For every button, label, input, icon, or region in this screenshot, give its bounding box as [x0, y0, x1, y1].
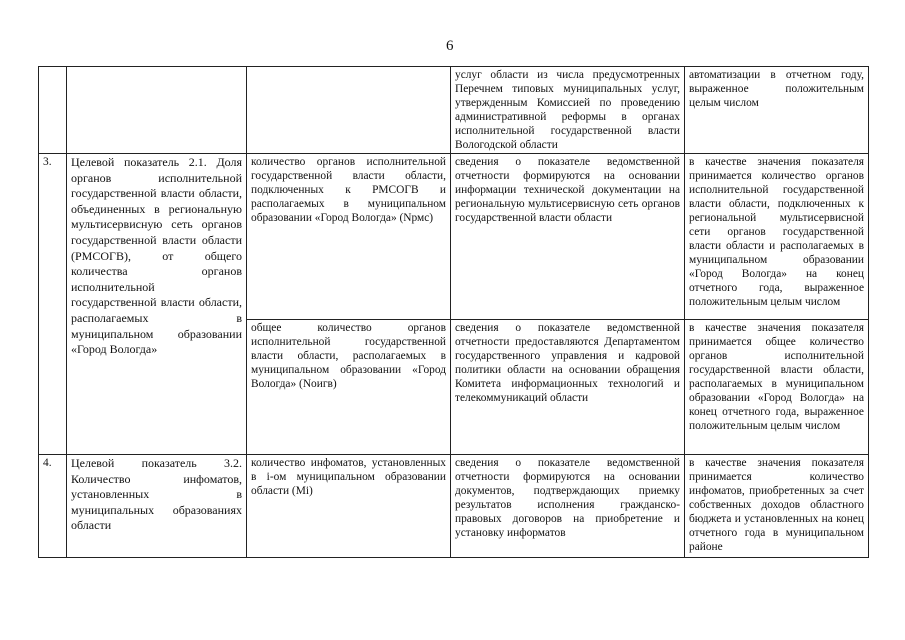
- method-cell: автоматизации в отчетном году, выраженное положительным целым числом: [685, 67, 869, 154]
- indicator-cell: количество органов исполнительной государственной власти области, подключенных к РМСОГВ и располагаемых в муниципальном образовании «Город Вологда» (Nрмс): [247, 154, 451, 320]
- row-number: 3.: [39, 154, 67, 455]
- source-cell: услуг области из числа предусмотренных Перечнем типовых муниципальных услуг, утвержденным Комиссией по проведению административной реформы в органах исполнительной государственной власти Вологодской области: [451, 67, 685, 154]
- table-row: [39, 455, 869, 558]
- source-cell: сведения о показателе ведомственной отчетности формируются на основании информации технической документации на региональную мультисервисную сеть органов государственной власти области: [451, 154, 685, 320]
- source-cell: сведения о показателе ведомственной отчетности формируются на основании документов, подтверждающих приемку результатов исполнения гражданско-правовых договоров на приобретение и установку информатов: [451, 455, 685, 558]
- page-number: 6: [446, 38, 454, 54]
- method-cell: в качестве значения показателя принимается количество органов исполнительной государственной власти области, подключенных к региональной мультисервисной сети органов государственной власти области и располагаемых в муниципальном образовании «Город Вологда» на конец отчетного года, выраженное положительным целым числом: [685, 154, 869, 320]
- goal-cell: Целевой показатель 2.1. Доля органов исполнительной государственной власти области, объединенных в региональную мультисервисную сеть органов государственной власти области (РМСОГВ), от общего количества органов исполнительной государственной власти области, располагаемых в муниципальном образовании «Город Вологда»: [67, 154, 247, 455]
- indicator-cell: количество инфоматов, установленных в i-ом муниципальном образовании области (Mi): [247, 455, 451, 558]
- table-row: [39, 154, 869, 320]
- indicator-cell: [247, 67, 451, 154]
- method-cell: в качестве значения показателя принимается общее количество органов исполнительной государственной власти области, располагаемых в муниципальном образовании «Город Вологда» на конец отчетного года, выраженное положительным целым числом: [685, 320, 869, 455]
- goal-cell: [67, 67, 247, 154]
- method-cell: в качестве значения показателя принимается количество инфоматов, приобретенных за счет собственных доходов областного бюджета и установленных на конец отчетного года в муниципальном районе: [685, 455, 869, 558]
- source-cell: сведения о показателе ведомственной отчетности предоставляются Департаментом государственного управления и кадровой политики области на основании обращения Комитета информационных технологий и телекоммуникаций области: [451, 320, 685, 455]
- row-number: [39, 67, 67, 154]
- indicator-cell: общее количество органов исполнительной государственной власти области, располагаемых в муниципальном образовании «Город Вологда» (Nоигв): [247, 320, 451, 455]
- table-row: [39, 67, 869, 154]
- row-number: 4.: [39, 455, 67, 558]
- goal-cell: Целевой показатель 3.2. Количество инфоматов, установленных в муниципальных образованиях области: [67, 455, 247, 558]
- indicators-table: [38, 66, 869, 558]
